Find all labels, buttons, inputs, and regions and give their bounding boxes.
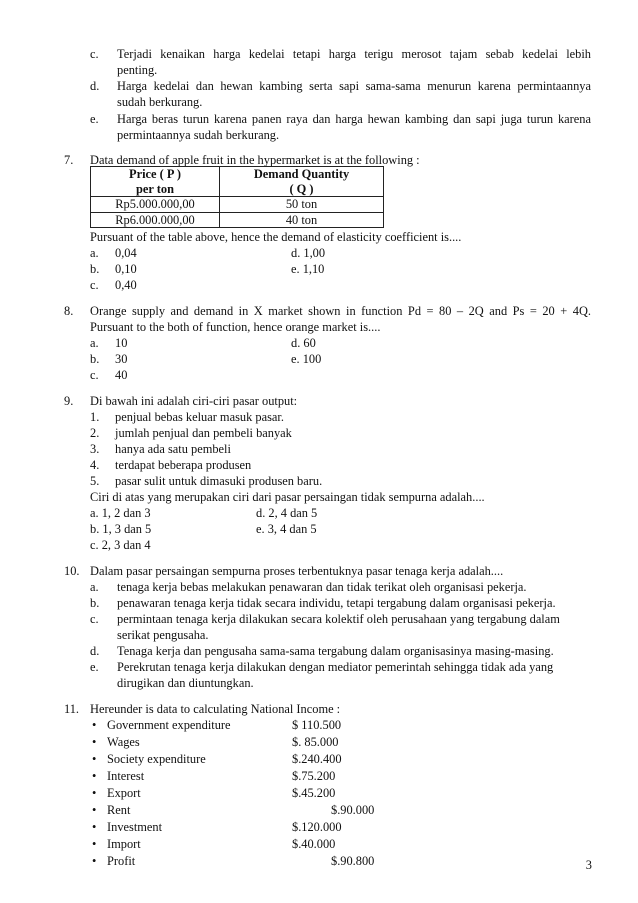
table-header-row (91, 167, 384, 197)
question-number: 7. (64, 153, 74, 167)
option-text: 0,10 (115, 262, 137, 276)
income-item-label: Wages (107, 735, 140, 749)
list-number: 2. (90, 426, 100, 440)
price-cell: Rp5.000.000,00 (91, 197, 220, 213)
option-letter: e. (90, 112, 99, 126)
option-text: a. 1, 2 dan 3 (90, 506, 151, 520)
option-letter: b. (90, 352, 100, 366)
income-item-value: $.45.200 (292, 786, 336, 800)
bullet-icon: • (92, 803, 97, 817)
list-item: penjual bebas keluar masuk pasar. (115, 410, 284, 424)
bullet-icon: • (92, 837, 97, 851)
option-letter: e. (90, 660, 99, 674)
income-item-value: $. 85.000 (292, 735, 339, 749)
option-text: Terjadi kenaikan harga kedelai tetapi harga terigu merosot tajam sebab kedelai lebih (117, 47, 591, 61)
bullet-icon: • (92, 735, 97, 749)
list-item: jumlah penjual dan pembeli banyak (115, 426, 292, 440)
option-text: Harga kedelai dan hewan kambing serta sapi sama-sama menurun karena permintaannya (117, 79, 591, 93)
income-item-label: Investment (107, 820, 163, 834)
header-line: Price ( P ) (129, 167, 181, 181)
header-line: per ton (136, 181, 174, 196)
option-text: 0,40 (115, 278, 137, 292)
option-text: tenaga kerja bebas melakukan penawaran dan tidak terikat oleh organisasi pekerja. (117, 580, 527, 594)
header-line: ( Q ) (289, 181, 314, 196)
option-text: Perekrutan tenaga kerja dilakukan dengan mediator pemerintah sehingga tidak ada yang (117, 660, 554, 674)
option-letter: b. (90, 596, 100, 610)
bullet-icon: • (92, 786, 97, 800)
income-item-label: Interest (107, 769, 145, 783)
option-text: d. 1,00 (291, 246, 326, 260)
list-number: 5. (90, 474, 100, 488)
option-text: d. 60 (291, 336, 316, 350)
bullet-icon: • (92, 820, 97, 834)
income-item-label: Rent (107, 803, 131, 817)
option-letter: a. (90, 580, 99, 594)
option-letter: a. (90, 246, 99, 260)
quantity-cell: 50 ton (220, 197, 384, 213)
option-text: e. 3, 4 dan 5 (256, 522, 317, 536)
option-text: dirugikan dan diuntungkan. (117, 676, 254, 690)
income-item-label: Government expenditure (107, 718, 231, 732)
option-text: e. 1,10 (291, 262, 325, 276)
list-item: terdapat beberapa produsen (115, 458, 252, 472)
option-text: b. 1, 3 dan 5 (90, 522, 152, 536)
question-prompt: Pursuant to the both of function, hence orange market is.... (90, 320, 381, 334)
option-letter: a. (90, 336, 99, 350)
option-text: Tenaga kerja dan pengusaha sama-sama tergabung dalam organisasinya masing-masing. (117, 644, 554, 658)
option-letter: c. (90, 278, 99, 292)
option-text: e. 100 (291, 352, 322, 366)
question-number: 11. (64, 702, 80, 716)
question-text: Orange supply and demand in X market shown in function Pd = 80 – 2Q and Ps = 20 + 4Q. (90, 304, 591, 318)
income-item-label: Profit (107, 854, 136, 868)
income-item-label: Export (107, 786, 141, 800)
question-number: 10. (64, 564, 80, 578)
question-text: Hereunder is data to calculating National Income : (90, 702, 341, 716)
income-item-label: Society expenditure (107, 752, 206, 766)
income-item-value: $.75.200 (292, 769, 336, 783)
option-text: 10 (115, 336, 128, 350)
bullet-icon: • (92, 854, 97, 868)
header-line: Demand Quantity (253, 167, 350, 181)
option-text: 30 (115, 352, 128, 366)
quantity-header (220, 167, 384, 197)
bullet-icon: • (92, 752, 97, 766)
income-item-value: $.240.400 (292, 752, 342, 766)
option-letter: b. (90, 262, 100, 276)
option-letter: d. (90, 79, 100, 93)
question-text: Di bawah ini adalah ciri-ciri pasar output: (90, 394, 298, 408)
option-text: c. 2, 3 dan 4 (90, 538, 151, 552)
list-item: pasar sulit untuk dimasuki produsen baru. (115, 474, 323, 488)
income-item-value: $.40.000 (292, 837, 336, 851)
question-text: Dalam pasar persaingan sempurna proses terbentuknya pasar tenaga kerja adalah.... (90, 564, 504, 578)
list-number: 1. (90, 410, 100, 424)
demand-table (90, 166, 384, 228)
option-letter: d. (90, 644, 100, 658)
option-text: serikat pengusaha. (117, 628, 209, 642)
option-letter: c. (90, 612, 99, 626)
option-text: penting. (117, 63, 158, 77)
income-item-value: $ 110.500 (292, 718, 342, 732)
income-item-value: $.90.000 (331, 803, 375, 817)
table-row (91, 212, 384, 228)
question-number: 9. (64, 394, 74, 408)
option-text: sudah berkurang. (117, 95, 203, 109)
question-text: Data demand of apple fruit in the hypermarket is at the following : (90, 153, 420, 167)
table-row (91, 197, 384, 213)
list-number: 3. (90, 442, 100, 456)
quantity-cell: 40 ton (220, 212, 384, 228)
question-number: 8. (64, 304, 74, 318)
list-number: 4. (90, 458, 100, 472)
price-header (91, 167, 220, 197)
bullet-icon: • (92, 769, 97, 783)
income-item-value: $.90.800 (331, 854, 375, 868)
option-letter: c. (90, 47, 99, 61)
income-item-label: Import (107, 837, 141, 851)
income-item-value: $.120.000 (292, 820, 342, 834)
list-item: hanya ada satu pembeli (115, 442, 231, 456)
option-text: 40 (115, 368, 128, 382)
option-text: d. 2, 4 dan 5 (256, 506, 318, 520)
option-text: 0,04 (115, 246, 137, 260)
option-text: penawaran tenaga kerja tidak secara individu, tetapi tergabung dalam organisasi pekerja. (117, 596, 556, 610)
option-text: permintaan tenaga kerja dilakukan secara kolektif oleh perusahaan yang tergabung dalam (117, 612, 560, 626)
page-number: 3 (585, 858, 592, 872)
option-letter: c. (90, 368, 99, 382)
question-prompt: Pursuant of the table above, hence the demand of elasticity coefficient is.... (90, 230, 462, 244)
bullet-icon: • (92, 718, 97, 732)
price-cell: Rp6.000.000,00 (91, 212, 220, 228)
question-prompt: Ciri di atas yang merupakan ciri dari pasar persaingan tidak sempurna adalah.... (90, 490, 485, 504)
option-text: permintaannya sudah berkurang. (117, 128, 280, 142)
option-text: Harga beras turun karena panen raya dan harga hewan kambing dan sapi juga turun karena (117, 112, 591, 126)
